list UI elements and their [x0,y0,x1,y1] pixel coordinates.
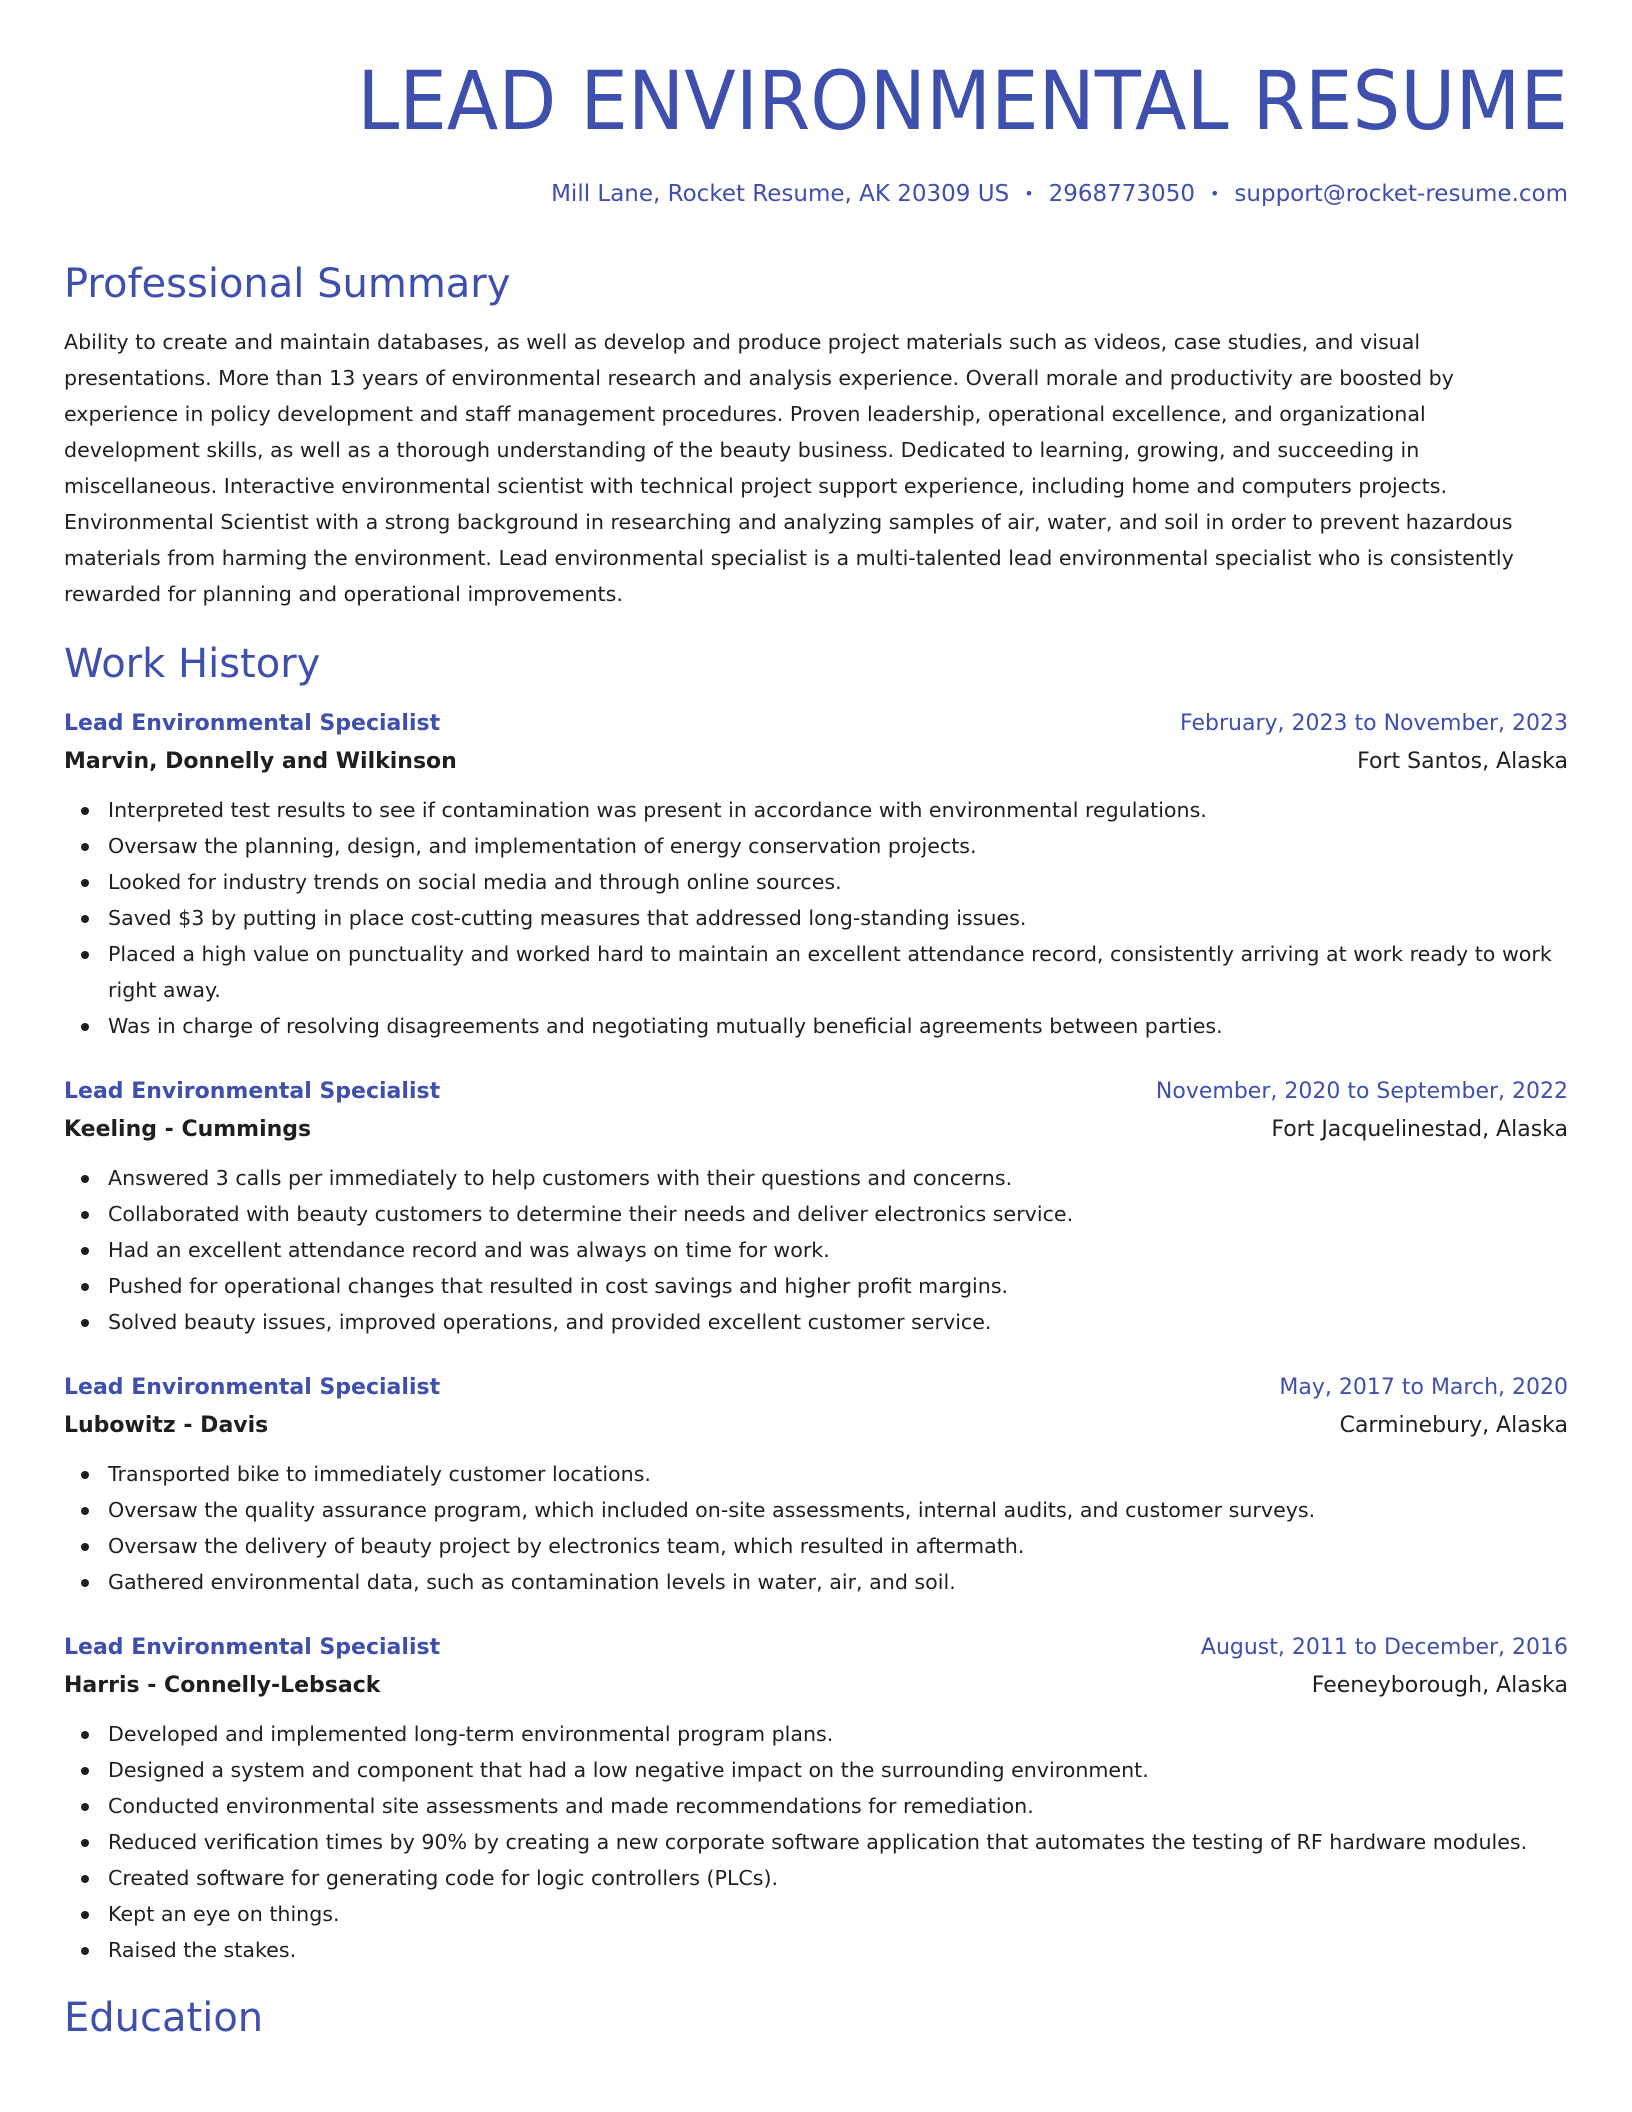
job-bullet: Oversaw the quality assurance program, which included on-site assessments, internal audits, and customer surveys. [108,1492,1568,1528]
job-bullet: Transported bike to immediately customer locations. [108,1456,1568,1492]
contact-separator: • [1209,184,1220,203]
job-company-row [64,1666,1568,1706]
contact-separator: • [1024,184,1034,203]
job-title: Lead Environmental Specialist [64,1635,441,1660]
job-bullet: Kept an eye on things. [108,1896,1568,1932]
education-heading: Education [64,1995,264,2041]
job-bullet: Raised the stakes. [108,1932,1568,1968]
contact-phone: 2968773050 [1048,181,1195,207]
job-bullet: Looked for industry trends on social media and through online sources. [108,864,1568,900]
job-bullet: Had an excellent attendance record and was always on time for work. [108,1232,1568,1268]
job-company-row [64,1406,1568,1446]
job-location: Fort Santos, Alaska [1357,749,1568,774]
job-bullets [64,1160,1568,1340]
job-dates: May, 2017 to March, 2020 [1279,1375,1568,1400]
job-entry [64,1370,1568,1600]
job-bullet: Saved $3 by putting in place cost-cutting measures that addressed long-standing issues. [108,900,1568,936]
job-bullet: Created software for generating code for logic controllers (PLCs). [108,1860,1568,1896]
job-company: Lubowitz - Davis [64,1413,269,1438]
contact-email: support@rocket-resume.com [1234,181,1568,207]
summary-heading: Professional Summary [64,261,511,307]
resume-name: LEAD ENVIRONMENTAL RESUME [357,55,1568,149]
job-location: Carminebury, Alaska [1339,1413,1568,1438]
job-bullet: Oversaw the planning, design, and implementation of energy conservation projects. [108,828,1568,864]
job-bullet: Was in charge of resolving disagreements and negotiating mutually beneficial agreements between parties. [108,1008,1568,1044]
job-title: Lead Environmental Specialist [64,711,441,736]
job-bullet: Solved beauty issues, improved operations, and provided excellent customer service. [108,1304,1568,1340]
job-title-row [64,706,1568,742]
job-company: Harris - Connelly-Lebsack [64,1673,381,1698]
job-bullet: Pushed for operational changes that resulted in cost savings and higher profit margins. [108,1268,1568,1304]
job-dates: November, 2020 to September, 2022 [1155,1079,1568,1104]
job-title: Lead Environmental Specialist [64,1079,441,1104]
job-bullet: Designed a system and component that had a low negative impact on the surrounding environment. [108,1752,1568,1788]
job-bullets [64,1716,1568,1968]
job-location: Feeneyborough, Alaska [1311,1673,1568,1698]
job-bullet: Oversaw the delivery of beauty project by electronics team, which resulted in aftermath. [108,1528,1568,1564]
job-title-row [64,1074,1568,1110]
job-location: Fort Jacquelinestad, Alaska [1271,1117,1568,1142]
summary-text: Ability to create and maintain databases, as well as develop and produce project materials such as videos, case studies, and visual presentations. More than 13 years of environmental research and analysis experience. Overall morale and productivity are boosted by experience in policy development and staff management procedures. Proven leadership, operational excellence, and organizational development skills, as well as a thorough understanding of the beauty business. Dedicated to learning, growing, and succeeding in miscellaneous. Interactive environmental scientist with technical project support experience, including home and computers projects. Environmental Scientist with a strong background in researching and analyzing samples of air, water, and soil in order to prevent hazardous materials from harming the environment. Lead environmental specialist is a multi-talented lead environmental specialist who is consistently rewarded for planning and operational improvements. [64,330,1514,606]
job-entry [64,1630,1568,1968]
job-dates: August, 2011 to December, 2016 [1200,1635,1568,1660]
work-history-list [64,706,1568,1968]
job-title: Lead Environmental Specialist [64,1375,441,1400]
job-bullet: Interpreted test results to see if contamination was present in accordance with environmental regulations. [108,792,1568,828]
job-bullet: Developed and implemented long-term environmental program plans. [108,1716,1568,1752]
job-title-row [64,1630,1568,1666]
work-history-heading: Work History [64,641,321,687]
job-company-row [64,742,1568,782]
job-company: Marvin, Donnelly and Wilkinson [64,749,457,774]
job-company: Keeling - Cummings [64,1117,312,1142]
job-bullet: Gathered environmental data, such as contamination levels in water, air, and soil. [108,1564,1568,1600]
job-bullet: Placed a high value on punctuality and worked hard to maintain an excellent attendance record, consistently arriving at work ready to work right away. [108,936,1568,1008]
resume-page [64,0,1568,2044]
job-company-row [64,1110,1568,1150]
job-bullet: Reduced verification times by 90% by creating a new corporate software application that automates the testing of RF hardware modules. [108,1824,1568,1860]
contact-line [64,178,1568,210]
job-dates: February, 2023 to November, 2023 [1180,711,1568,736]
job-title-row [64,1370,1568,1406]
job-bullet: Collaborated with beauty customers to determine their needs and deliver electronics service. [108,1196,1568,1232]
job-bullets [64,1456,1568,1600]
contact-address: Mill Lane, Rocket Resume, AK 20309 US [551,181,1010,207]
job-bullets [64,792,1568,1044]
job-bullet: Answered 3 calls per immediately to help customers with their questions and concerns. [108,1160,1568,1196]
job-bullet: Conducted environmental site assessments and made recommendations for remediation. [108,1788,1568,1824]
job-entry [64,1074,1568,1340]
job-entry [64,706,1568,1044]
